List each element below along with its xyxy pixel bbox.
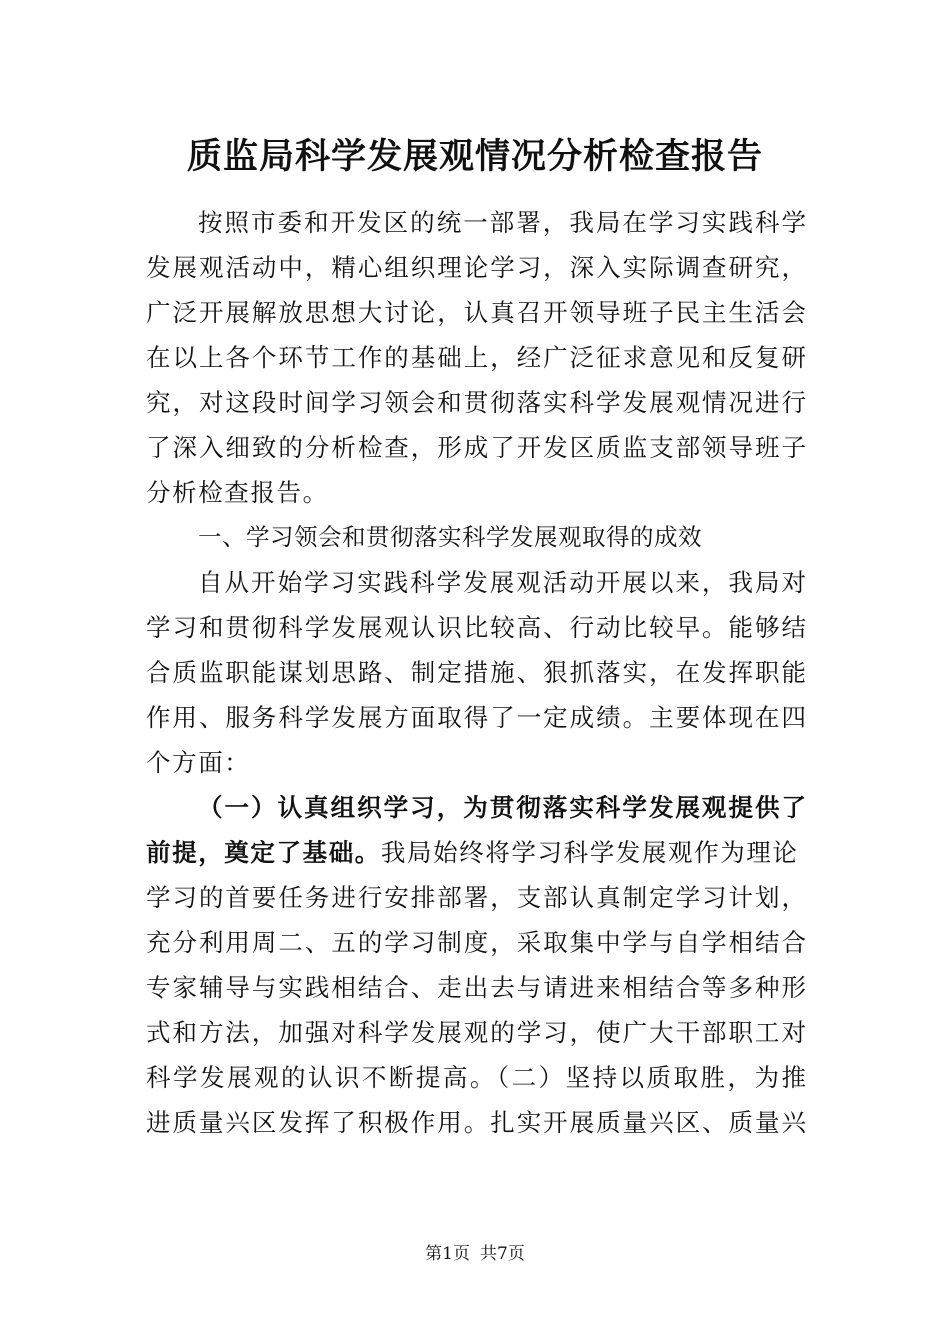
section-heading: 一、学习领会和贯彻落实科学发展观取得的成效 xyxy=(198,523,702,551)
page-footer xyxy=(0,1242,950,1266)
document-body xyxy=(146,200,806,1145)
paragraph-line: 学习的首要任务进行安排部署，支部认真制定学习计划， xyxy=(146,883,806,912)
paragraph-line: 按照市委和开发区的统一部署，我局在学习实践科学 xyxy=(198,208,806,237)
paragraph-line xyxy=(146,830,806,875)
paragraph-line: 发展观活动中，精心组织理论学习，深入实际调查研究， xyxy=(146,253,806,282)
paragraph-line: 自从开始学习实践科学发展观活动开展以来，我局对 xyxy=(198,568,806,597)
paragraph-line: 专家辅导与实践相结合、走出去与请进来相结合等多种形 xyxy=(146,973,806,1002)
paragraph-line: 科学发展观的认识不断提高。（二）坚持以质取胜，为推 xyxy=(146,1063,806,1092)
paragraph-line: 了深入细致的分析检查，形成了开发区质监支部领导班子 xyxy=(146,433,806,462)
subsection-heading: （一）认真组织学习，为贯彻落实科学发展观提供了 xyxy=(198,793,806,822)
document-title: 质监局科学发展观情况分析检查报告 xyxy=(186,137,763,177)
subsection-heading-end: 前提，奠定了基础。 xyxy=(146,838,381,867)
page-total: 共7页 xyxy=(480,1244,525,1264)
paragraph-text: 我局始终将学习科学发展观作为理论 xyxy=(380,838,799,867)
paragraph-line: 充分利用周二、五的学习制度，采取集中学与自学相结合 xyxy=(146,928,806,957)
paragraph-line: 式和方法，加强对科学发展观的学习，使广大干部职工对 xyxy=(146,1018,806,1047)
paragraph-line: 合质监职能谋划思路、制定措施、狠抓落实，在发挥职能 xyxy=(146,658,806,687)
paragraph-line: 个方面： xyxy=(146,748,251,777)
page-number: 第1页 xyxy=(425,1244,470,1264)
paragraph-line: 广泛开展解放思想大讨论，认真召开领导班子民主生活会 xyxy=(146,298,806,327)
paragraph-line: 学习和贯彻科学发展观认识比较高、行动比较早。能够结 xyxy=(146,613,806,642)
paragraph-line: 作用、服务科学发展方面取得了一定成绩。主要体现在四 xyxy=(146,703,806,732)
paragraph-line: 分析检查报告。 xyxy=(146,478,329,507)
paragraph-line: 进质量兴区发挥了积极作用。扎实开展质量兴区、质量兴 xyxy=(146,1108,806,1137)
paragraph-line: 在以上各个环节工作的基础上，经广泛征求意见和反复研 xyxy=(146,343,806,372)
paragraph-line: 究，对这段时间学习领会和贯彻落实科学发展观情况进行 xyxy=(146,388,806,417)
